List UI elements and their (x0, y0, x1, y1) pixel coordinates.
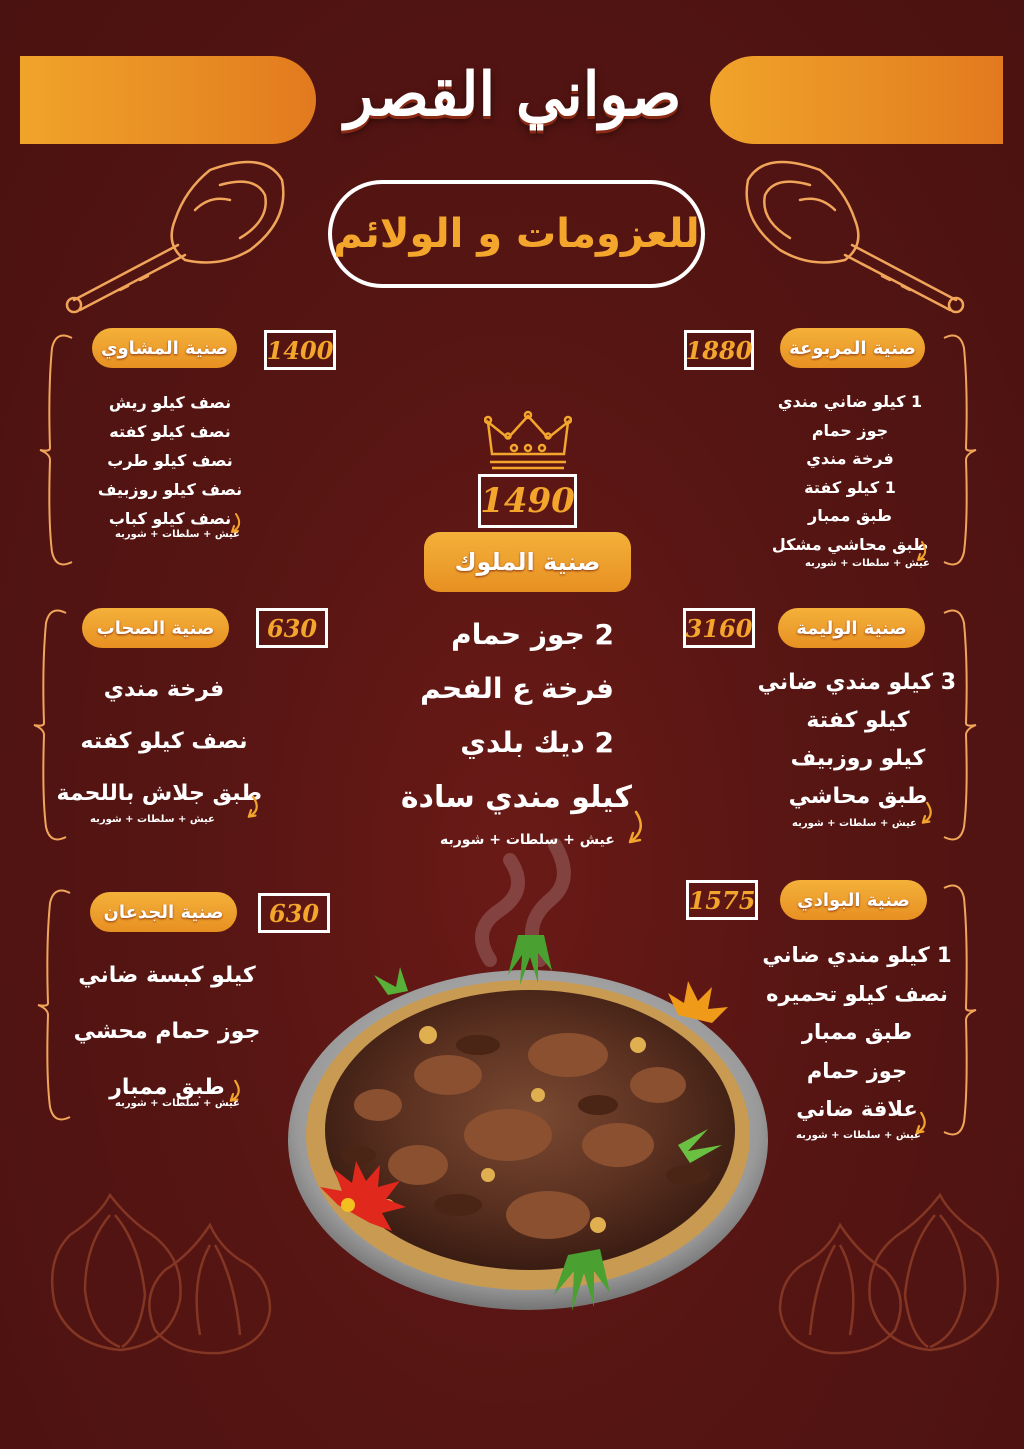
list-item: نصف كيلو كفته (109, 422, 231, 441)
arrow-icon (240, 794, 262, 824)
tray-price-molouk: 1490 (478, 474, 577, 528)
tray-extras-waleema: عيش + سلطات + شوربه (792, 818, 917, 829)
tray-items-bawadi (762, 936, 952, 1129)
tray-items-waleema (757, 664, 956, 816)
list-item: 3 كيلو مندي ضاني (757, 670, 956, 695)
tray-extras-jadaan: عيش + سلطات + شوربه (115, 1098, 240, 1109)
tray-extras-bawadi: عيش + سلطات + شوربه (796, 1130, 921, 1141)
header-bar-right (710, 56, 1003, 144)
page-subtitle: للعزومات و الولائم (328, 180, 705, 288)
lamb-leg-icon (730, 150, 970, 320)
onion-icon (40, 1185, 280, 1355)
tray-name-sohab: صنية الصحاب (82, 608, 229, 648)
crown-icon (484, 410, 572, 472)
tray-name-molouk: صنية الملوك (424, 532, 631, 592)
list-item: كيلو روزبيف (790, 746, 926, 771)
tray-price-bawadi: 1575 (686, 880, 758, 920)
list-item: نصف كيلو طرب (107, 451, 233, 470)
arrow-icon (614, 810, 650, 850)
arrow-icon (222, 1078, 244, 1108)
list-item: فرخة مندي (103, 677, 225, 702)
list-item: طبق ممبار (801, 1020, 913, 1044)
list-item: فرخة ع الفحم (420, 672, 614, 705)
list-item: 2 جوز حمام (451, 618, 614, 651)
list-item: كيلو كبسة ضاني (78, 963, 256, 988)
tray-items-sohab (56, 664, 262, 820)
list-item: كيلو مندي سادة (400, 780, 632, 815)
swirl-bracket-icon (36, 330, 76, 570)
tray-name-waleema: صنية الوليمة (778, 608, 925, 648)
tray-extras-molouk: عيش + سلطات + شوربه (440, 832, 615, 848)
food-platter-image (268, 925, 788, 1375)
arrow-icon (910, 540, 930, 566)
tray-items-marbouaa (760, 388, 940, 559)
tray-price-jadaan: 630 (258, 893, 330, 933)
list-item: جوز حمام (811, 420, 889, 440)
list-item: جوز حمام محشي (73, 1019, 261, 1044)
tray-name-mashawi: صنية المشاوي (92, 328, 237, 368)
list-item: علاقة ضاني (796, 1097, 918, 1121)
arrow-icon (908, 1110, 930, 1140)
header-bar-left (20, 56, 316, 144)
tray-price-mashawi: 1400 (264, 330, 336, 370)
list-item: طبق محاشي (788, 784, 928, 809)
list-item: نصف كيلو كباب (108, 509, 232, 528)
list-item: نصف كيلو تحميره (766, 981, 948, 1006)
tray-price-sohab: 630 (256, 608, 328, 648)
page-title: صواني القصر (344, 60, 682, 130)
tray-name-jadaan: صنية الجدعان (90, 892, 237, 932)
list-item: 2 ديك بلدي (460, 726, 614, 759)
tray-name-marbouaa: صنية المربوعة (780, 328, 925, 368)
list-item: نصف كيلو كفته (80, 729, 248, 754)
swirl-bracket-icon (34, 885, 74, 1125)
list-item: 1 كيلو كفتة (804, 477, 896, 497)
arrow-icon (224, 512, 244, 538)
arrow-icon (914, 800, 936, 830)
list-item: نصف كيلو روزبيف (97, 480, 243, 499)
list-item: 1 كيلو مندي ضاني (762, 943, 952, 967)
tray-name-bawadi: صنية البوادي (780, 880, 927, 920)
list-item: كيلو كفتة (806, 708, 910, 733)
list-item: طبق ممبار (109, 1075, 225, 1100)
swirl-bracket-icon (940, 330, 980, 570)
list-item: جوز حمام (806, 1058, 908, 1083)
list-item: طبق محاشي مشكل (771, 534, 929, 554)
tray-extras-mashawi: عيش + سلطات + شوربه (115, 529, 240, 540)
tray-price-marbouaa: 1880 (684, 330, 754, 370)
list-item: نصف كيلو ريش (108, 393, 232, 412)
list-item: 1 كيلو ضاني مندي (777, 392, 923, 411)
lamb-leg-icon (60, 150, 300, 320)
tray-price-waleema: 3160 (683, 608, 755, 648)
list-item: طبق جلاش باللحمة (56, 781, 262, 806)
list-item: طبق ممبار (808, 506, 892, 525)
onion-icon (770, 1185, 1010, 1355)
tray-extras-marbouaa: عيش + سلطات + شوربه (805, 558, 930, 569)
tray-extras-sohab: عيش + سلطات + شوربه (90, 814, 215, 825)
list-item: فرخة مندي (806, 449, 894, 468)
